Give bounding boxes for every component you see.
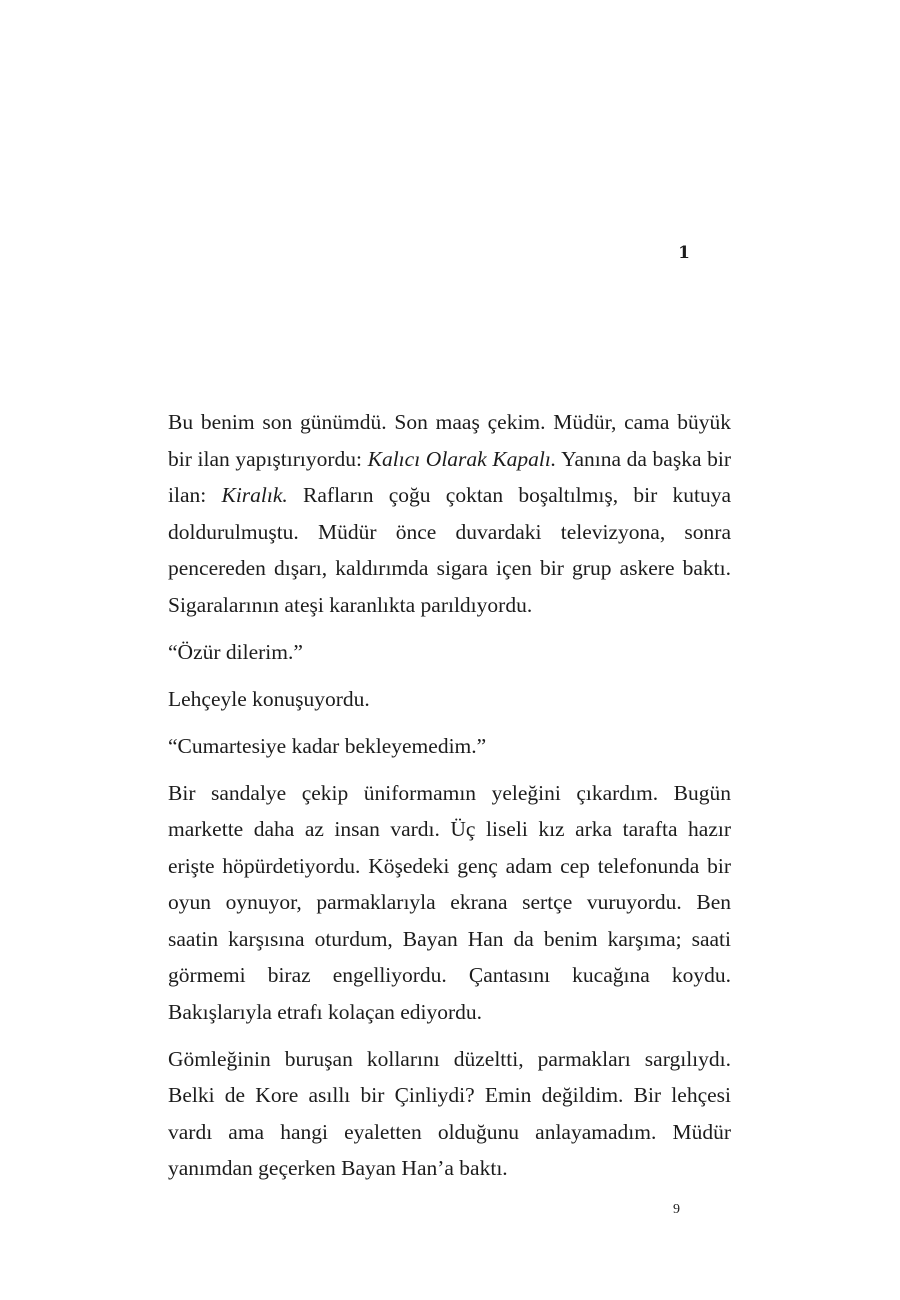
paragraph-4-dialogue: “Cumartesiye kadar bekleyemedim.” [168, 733, 487, 758]
sign-text-permanently-closed: Kalıcı Olarak Kapalı. [367, 446, 557, 471]
paragraph-1-text-3: Rafların çoğu çoktan boşaltılmış, bir kutuya doldurulmuştu. Müdür önce duvardaki televizyona, sonra pencereden dışarı, kaldırımda sigara içen bir grup askere baktı. Sigaralarının ateşi karanlıkta parıldıyordu. [168, 483, 732, 617]
paragraph-6: Gömleğinin buruşan kollarını düzeltti, parmakları sargılıydı. Belki de Kore asıllı bir Çinliydi? Emin değildim. Bir lehçesi vardı ama hangi eyaletten olduğunu anlayamadım. Müdür yanımdan geçerken Bayan Han’a baktı. [168, 1046, 731, 1180]
sign-text-for-rent: Kiralık. [221, 483, 288, 507]
paragraph-2-dialogue: “Özür dilerim.” [168, 639, 303, 664]
paragraph-3: Lehçeyle konuşuyordu. [168, 686, 370, 711]
page-number: 9 [673, 1202, 680, 1217]
paragraph-1-text-2: Yanına da başka bir ilan: [168, 446, 732, 507]
chapter-number: 1 [678, 243, 690, 263]
paragraph-5: Bir sandalye çekip üniformamın yeleğini çıkardım. Bugün markette daha az insan vardı. Üç liseli kız arka tarafta hazır erişte höpürdetiyordu. Köşedeki genç adam cep telefonunda bir oyun oynuyor, parmaklarıyla ekrana sertçe vuruyordu. Ben saatin karşısına oturdum, Bayan Han da benim karşıma; saati görmemi biraz engelliyordu. Çantasını kucağına koydu. Bakışlarıyla etrafı kolaçan ediyordu. [168, 780, 731, 1024]
paragraph-1-text-1: Bu benim son günümdü. Son maaş çekim. Müdür, cama büyük bir ilan yapıştırıyordu: [168, 410, 731, 471]
paragraph-1 [168, 404, 731, 623]
chapter-body [168, 404, 731, 1187]
